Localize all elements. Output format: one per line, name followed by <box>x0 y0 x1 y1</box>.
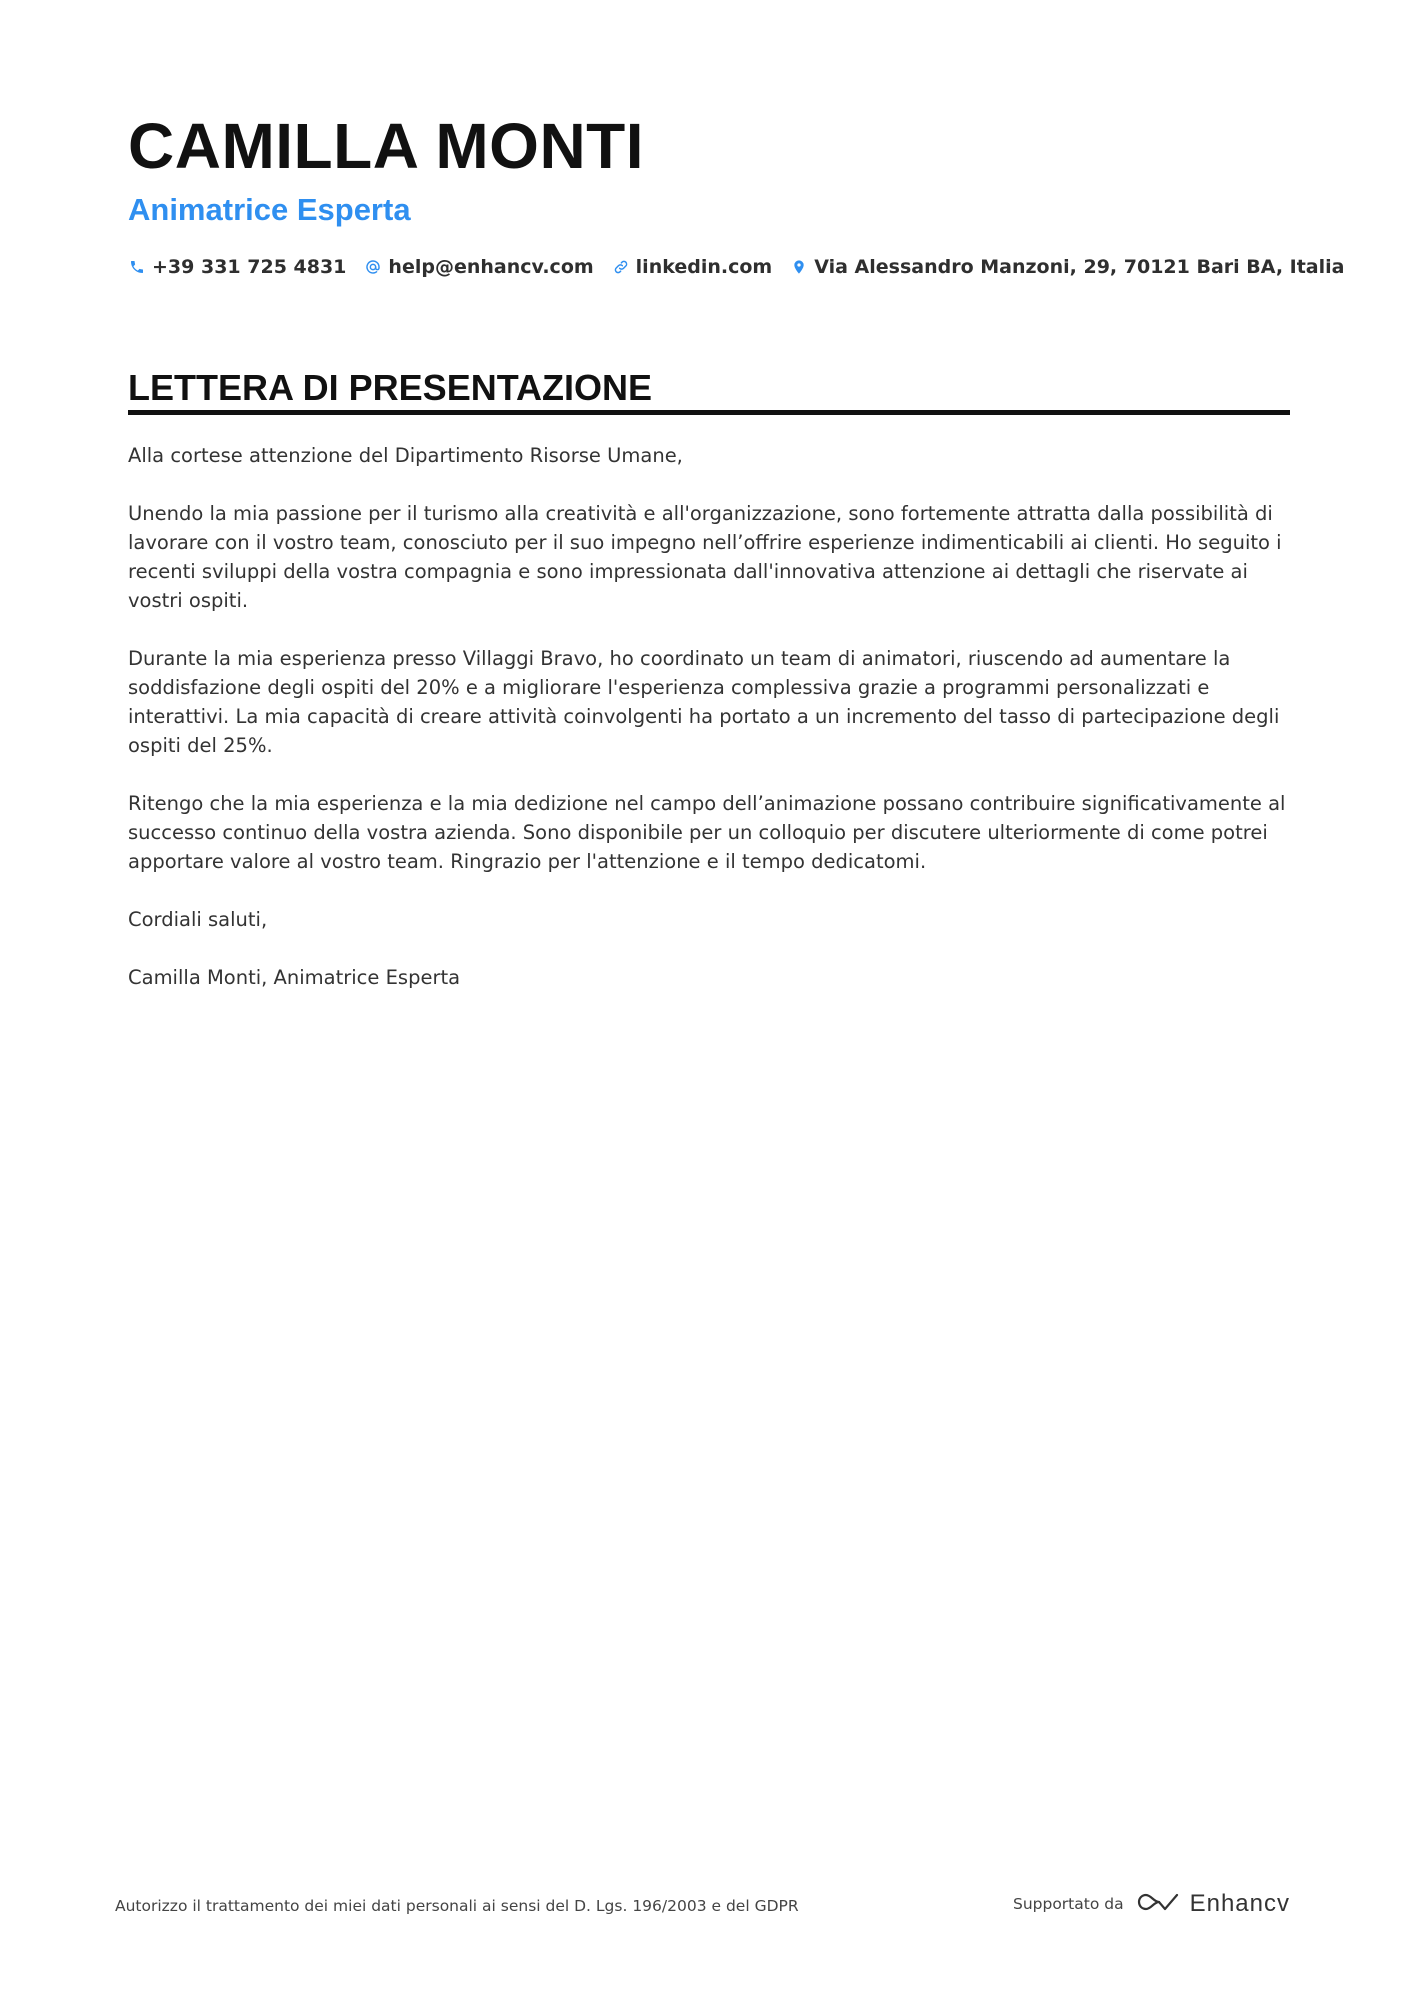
contact-address <box>790 252 1344 282</box>
location-pin-icon <box>790 258 808 276</box>
letter-closing: Cordiali saluti, <box>128 908 268 931</box>
candidate-name: CAMILLA MONTI <box>128 110 645 182</box>
link-icon <box>612 258 630 276</box>
letter-signature: Camilla Monti, Animatrice Esperta <box>128 966 461 989</box>
at-icon <box>364 258 382 276</box>
candidate-role: Animatrice Esperta <box>128 192 411 227</box>
supported-by-label: Supportato da <box>1012 1895 1124 1913</box>
letter-salutation: Alla cortese attenzione del Dipartimento Risorse Umane, <box>128 444 683 467</box>
phone-icon <box>128 258 146 276</box>
contact-phone <box>128 252 346 282</box>
enhancv-logo-icon <box>1136 1890 1182 1918</box>
brand-name: Enhancv <box>1189 1890 1290 1917</box>
contact-bar <box>128 252 1362 282</box>
contact-email[interactable] <box>364 252 593 282</box>
contact-link-text: linkedin.com <box>635 256 773 278</box>
contact-email-text: help@enhancv.com <box>388 256 594 278</box>
contact-link[interactable] <box>612 252 773 282</box>
letter-paragraph: Durante la mia esperienza presso Villaggi Bravo, ho coordinato un team di animatori, riuscendo ad aumentare la soddisfazione degli ospiti del 20% e a migliorare l'esperienza complessiva grazie a programmi personalizzati e interattivi. La mia capacità di creare attività coinvolgenti ha portato a un incremento del tasso di partecipazione degli ospiti del 25%. <box>128 647 1280 757</box>
powered-by <box>1013 1890 1290 1918</box>
letter-paragraph: Unendo la mia passione per il turismo alla creatività e all'organizzazione, sono fortemente attratta dalla possibilità di lavorare con il vostro team, conosciuto per il suo impegno nell’offrire esperienze indimenticabili ai clienti. Ho seguito i recenti sviluppi della vostra compagnia e sono impressionata dall'innovativa attenzione ai dettagli che riservate ai vostri ospiti. <box>128 502 1282 612</box>
section-title: LETTERA DI PRESENTAZIONE <box>128 367 653 408</box>
letter-body <box>128 441 1290 1021</box>
section-divider <box>128 410 1290 415</box>
contact-address-text: Via Alessandro Manzoni, 29, 70121 Bari BA, Italia <box>814 256 1345 278</box>
letter-paragraph: Ritengo che la mia esperienza e la mia dedizione nel campo dell’animazione possano contribuire significativamente al successo continuo della vostra azienda. Sono disponibile per un colloquio per discutere ulteriormente di come potrei apportare valore al vostro team. Ringrazio per l'attenzione e il tempo dedicatomi. <box>128 792 1286 873</box>
contact-phone-text: +39 331 725 4831 <box>152 256 347 278</box>
privacy-consent: Autorizzo il trattamento dei miei dati personali ai sensi del D. Lgs. 196/2003 e del GDPR <box>115 1897 799 1915</box>
